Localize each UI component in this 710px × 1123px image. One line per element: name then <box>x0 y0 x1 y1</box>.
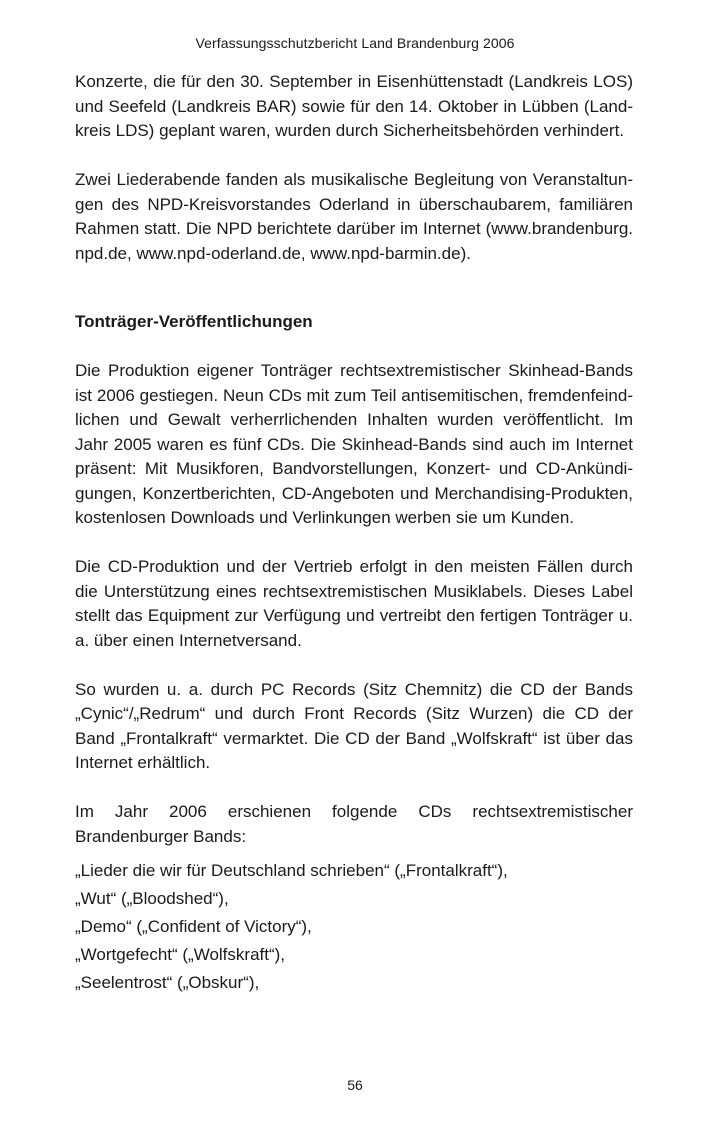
paragraph-concerts: Konzerte, die für den 30. September in Eisenhüttenstadt (Landkreis LOS) und Seefeld (Landkreis BAR) sowie für den 14. Oktober in Lübben (Landkreis LDS) geplant waren, wurden durch Sicherheitsbehörden verhindert. <box>75 72 633 140</box>
paragraph-labels: So wurden u. a. durch PC Records (Sitz Chemnitz) die CD der Bands „Cynic“/„Redrum“ und durch Front Records (Sitz Wurzen) die CD der Band „Frontalkraft“ vermarktet. Die CD der Band „Wolfskraft“ ist über das Internet erhältlich. <box>75 679 633 772</box>
list-item: „Wut“ („Bloodshed“), <box>75 889 229 908</box>
running-header: Verfassungsschutzbericht Land Brandenburg 2006 <box>195 35 515 51</box>
paragraph-cd-intro: Im Jahr 2006 erschienen folgende CDs rechtsextremistischer Brandenburger Bands: <box>75 802 633 846</box>
page-number: 56 <box>347 1077 363 1093</box>
page-body <box>75 70 633 997</box>
paragraph-liederabende: Zwei Liederabende fanden als musikalische Begleitung von Veranstaltungen des NPD-Kreisvorstandes Oderland in überschaubarem, familiären Rahmen statt. Die NPD berichtete darüber im Internet (www.brandenburg.​npd.de, www.npd-oderland.de, www.npd-barmin.de). <box>75 170 633 263</box>
list-item: „Demo“ („Confident of Victory“), <box>75 917 312 936</box>
list-item: „Lieder die wir für Deutschland schrieben“ („Frontalkraft“), <box>75 861 508 880</box>
cd-list <box>75 857 633 997</box>
paragraph-distribution: Die CD-Produktion und der Vertrieb erfolgt in den meisten Fällen durch die Unterstützung eines rechtsextremistischen Musiklabels. Dieses Label stellt das Equipment zur Verfügung und vertreibt den fertigen Tonträger u. a. über einen Internetversand. <box>75 557 633 650</box>
list-item: „Wortgefecht“ („Wolfskraft“), <box>75 945 286 964</box>
list-item: „Seelentrost“ („Obskur“), <box>75 973 260 992</box>
section-heading: Tonträger-Veröffentlichungen <box>75 312 313 331</box>
paragraph-production: Die Produktion eigener Tonträger rechtsextremistischer Skinhead-Bands ist 2006 gestiegen. Neun CDs mit zum Teil antisemitischen, fremdenfeindlichen und Gewalt verherrlichenden Inhalten wurden veröffentlicht. Im Jahr 2005 waren es fünf CDs. Die Skinhead-Bands sind auch im Internet präsent: Mit Musikforen, Bandvorstellungen, Konzert- und CD-Ankündigungen, Konzertberichten, CD-Angeboten und Merchandising-Produkten, kostenlosen Downloads und Verlinkungen werben sie um Kunden. <box>75 361 633 527</box>
